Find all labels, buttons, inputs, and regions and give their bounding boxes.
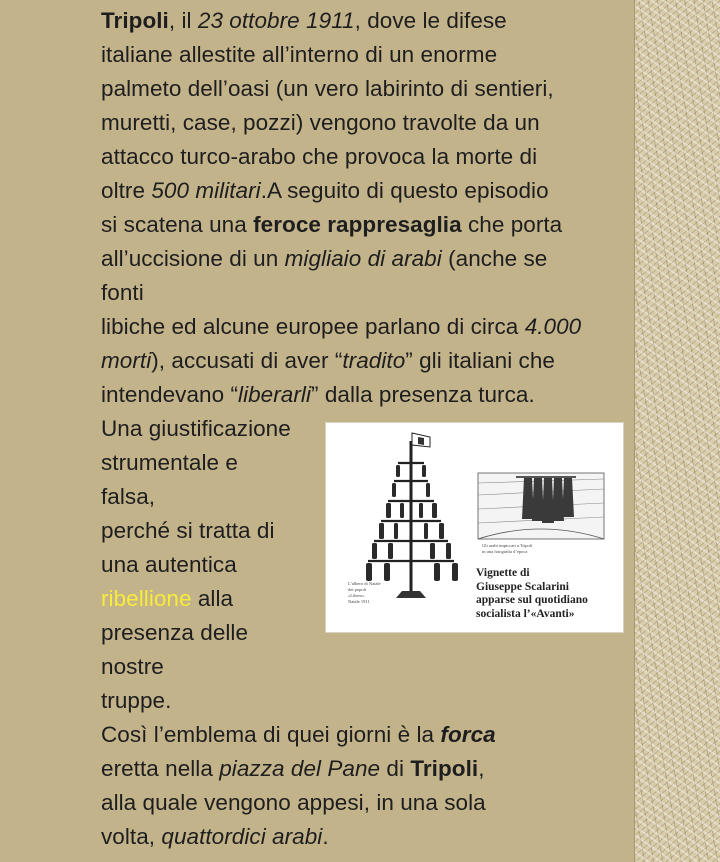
- text-span: attacco turco-arabo che provoca la morte di: [101, 144, 538, 169]
- gallows-tree-drawing: [348, 433, 458, 604]
- caption-line: Giuseppe Scalarini: [476, 580, 569, 593]
- cartoon-figure: [325, 422, 624, 633]
- bold-text: Tripoli: [101, 8, 169, 33]
- svg-text:in una fotografia d’epoca: in una fotografia d’epoca: [482, 549, 528, 554]
- text-span: alla: [191, 586, 234, 611]
- bold-text: [440, 722, 495, 747]
- text-span: di: [380, 756, 411, 781]
- figure-caption: [476, 567, 616, 621]
- text-span: eretta nella: [101, 756, 220, 781]
- italic-text: 23 ottobre 1911: [197, 8, 355, 33]
- caption-line: apparse sul quotidiano: [476, 594, 588, 606]
- text-line: [101, 310, 626, 344]
- italic-text: quattordici arabi: [161, 824, 323, 849]
- text-line: [101, 174, 626, 208]
- text-span: presenza delle: [101, 620, 249, 645]
- italic-text: migliaio di arabi: [284, 246, 442, 271]
- text-line: [101, 820, 626, 854]
- text-line: [101, 786, 626, 820]
- svg-text:Gli arabi impiccati a Tripoli: Gli arabi impiccati a Tripoli: [482, 543, 533, 548]
- text-span: si scatena una: [101, 212, 254, 237]
- text-line: [101, 650, 626, 684]
- italic-text: morti: [101, 348, 152, 373]
- text-line: [101, 276, 626, 310]
- text-span: .: [322, 824, 329, 849]
- hanged-figures-drawing: [478, 473, 604, 554]
- italic-text: piazza del Pane: [219, 756, 381, 781]
- bold-text: feroce rappresaglia: [253, 212, 462, 237]
- text-span: ” gli italiani che: [405, 348, 555, 373]
- text-line: [101, 684, 626, 718]
- text-span: all’uccisione di un: [101, 246, 285, 271]
- caption-line: socialista l’«Avanti»: [476, 607, 575, 620]
- text-span: libiche ed alcune europee parlano di circa: [101, 314, 525, 339]
- text-line: [101, 4, 626, 38]
- svg-text:Natale 1911: Natale 1911: [348, 599, 370, 604]
- text-span: Così l’emblema di quei giorni è la: [101, 722, 441, 747]
- text-span: che porta: [461, 212, 563, 237]
- caption-line: Vignette di: [476, 567, 530, 579]
- text-span: ” dalla presenza turca.: [311, 382, 535, 407]
- text-line: [101, 718, 626, 752]
- bold-italic-span: forca: [440, 722, 496, 747]
- text-span: , il: [168, 8, 198, 33]
- decorative-border: [634, 0, 720, 862]
- text-span: , dove le difese: [354, 8, 507, 33]
- text-span: muretti, case, pozzi) vengono travolte da un: [101, 110, 540, 135]
- text-line: [101, 72, 626, 106]
- text-span: alla quale vengono appesi, in una sola: [101, 790, 486, 815]
- italic-text: 500 militari: [151, 178, 261, 203]
- text-span: intendevano “: [101, 382, 239, 407]
- italic-text: liberarli: [238, 382, 311, 407]
- svg-text:L’albero di Natale: L’albero di Natale: [348, 581, 381, 586]
- svg-text:«Libero»: «Libero»: [348, 593, 365, 598]
- text-span: ,: [478, 756, 485, 781]
- text-span: fonti: [101, 280, 144, 305]
- text-span: truppe.: [101, 688, 172, 713]
- highlighted-word: ribellione: [101, 586, 192, 611]
- text-span: una autentica: [101, 552, 237, 577]
- text-line: [101, 752, 626, 786]
- text-line: [101, 344, 626, 378]
- italic-text: 4.000: [524, 314, 582, 339]
- text-span: (anche se: [441, 246, 548, 271]
- text-span: palmeto dell’oasi (un vero labirinto di sentieri,: [101, 76, 554, 101]
- text-line: [101, 378, 626, 412]
- text-span: .A seguito di questo episodio: [260, 178, 549, 203]
- text-span: italiane allestite all’interno di un enorme: [101, 42, 498, 67]
- bold-text: Tripoli: [410, 756, 479, 781]
- italic-text: tradito: [342, 348, 406, 373]
- svg-text:dei popoli: dei popoli: [348, 587, 367, 592]
- text-span: nostre: [101, 654, 164, 679]
- text-line: [101, 140, 626, 174]
- text-span: oltre: [101, 178, 152, 203]
- text-span: perché si tratta di: [101, 518, 275, 543]
- text-span: volta,: [101, 824, 162, 849]
- text-line: [101, 38, 626, 72]
- text-span: Una giustificazione: [101, 416, 291, 441]
- text-span: ), accusati di aver “: [151, 348, 343, 373]
- text-span: falsa,: [101, 484, 156, 509]
- text-line: [101, 106, 626, 140]
- text-span: strumentale e: [101, 450, 238, 475]
- text-line: [101, 208, 626, 242]
- text-line: [101, 242, 626, 276]
